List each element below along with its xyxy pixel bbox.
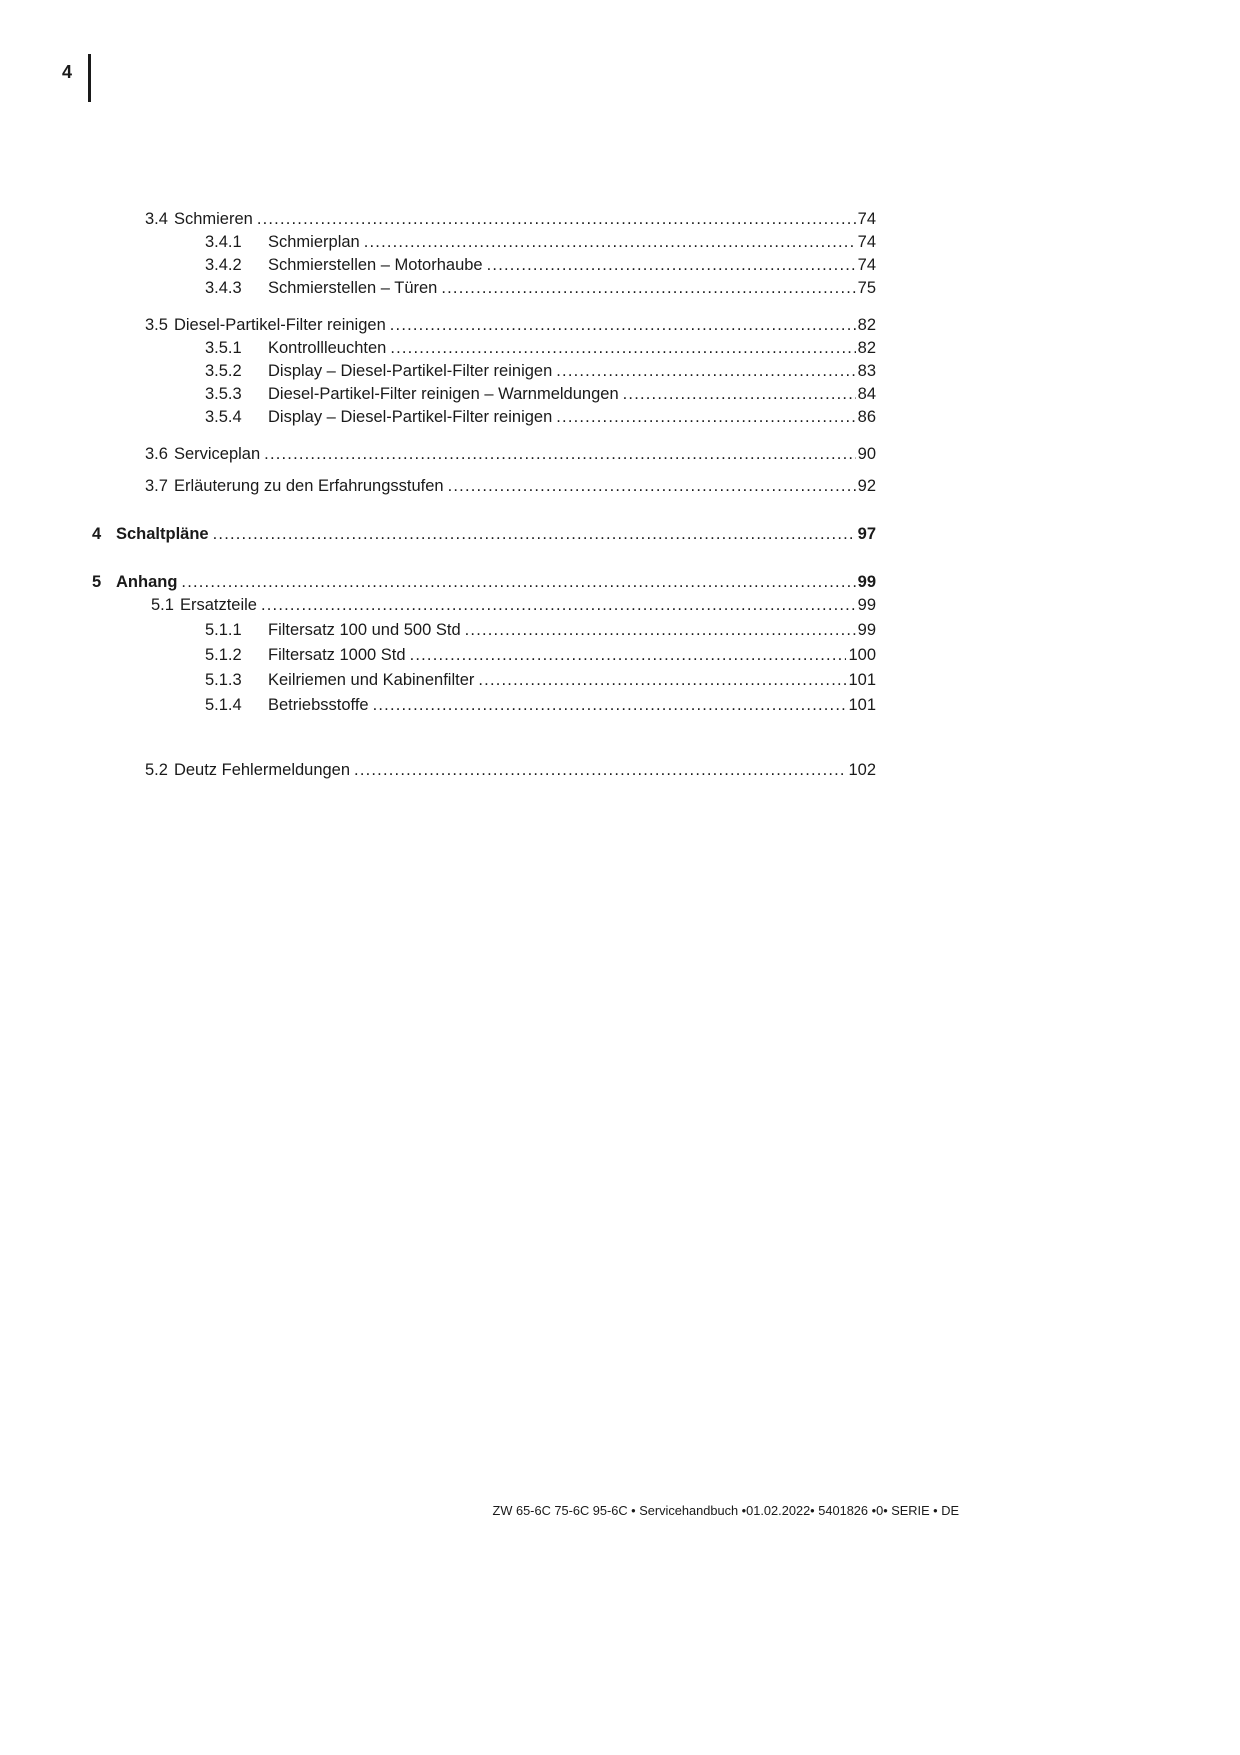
toc-entry-num: 5.1	[151, 596, 174, 614]
toc-row	[0, 644, 876, 667]
toc-row	[0, 406, 876, 429]
toc-entry-page: 101	[848, 671, 876, 689]
toc-entry-num: 3.7	[145, 477, 168, 495]
toc-entry-page: 99	[857, 621, 876, 639]
toc-entry-num: 3.5	[145, 316, 168, 334]
toc-entry-label: Schaltpläne	[116, 525, 209, 543]
toc-row	[0, 759, 876, 782]
toc-entry-num: 3.5.4	[205, 408, 242, 426]
toc-entry-label: Diesel-Partikel-Filter reinigen – Warnmeldungen	[268, 385, 619, 403]
toc-entry-num: 4	[92, 525, 102, 543]
toc-row	[0, 619, 876, 642]
toc-entry-label: Display – Diesel-Partikel-Filter reinigen	[268, 362, 553, 380]
toc-entry-page: 99	[857, 596, 876, 614]
toc-entry-num: 3.6	[145, 445, 168, 463]
toc-dot-leader	[448, 475, 856, 498]
page-header	[62, 58, 72, 83]
toc-row	[0, 231, 876, 254]
toc-entry-num: 3.4.1	[205, 233, 242, 251]
page-number: 4	[62, 62, 73, 82]
toc-entry-page: 74	[857, 210, 876, 228]
toc-entry-page: 82	[857, 316, 876, 334]
toc-entry-num: 5.1.4	[205, 696, 242, 714]
toc-row	[0, 383, 876, 406]
toc-entry-label: Betriebsstoffe	[268, 696, 369, 714]
toc-entry-num: 3.4.3	[205, 279, 242, 297]
toc-entry-label: Anhang	[116, 573, 178, 591]
toc-dot-leader	[181, 571, 855, 594]
toc-entry-label: Schmierstellen – Türen	[268, 279, 438, 297]
toc-entry-num: 3.5.3	[205, 385, 242, 403]
toc-entry-page: 83	[857, 362, 876, 380]
toc-entry-page: 84	[857, 385, 876, 403]
toc-row	[0, 360, 876, 383]
toc-entry-label: Filtersatz 1000 Std	[268, 646, 406, 664]
toc-dot-leader	[410, 644, 847, 667]
toc-dot-leader	[465, 619, 856, 642]
toc-dot-leader	[261, 594, 856, 617]
toc-row-chapter	[0, 523, 876, 546]
toc-entry-label: Schmieren	[173, 210, 253, 228]
toc-row	[0, 443, 876, 466]
toc-entry-label: Display – Diesel-Partikel-Filter reinigen	[268, 408, 553, 426]
toc-entry-label: Serviceplan	[173, 445, 261, 463]
toc-row	[0, 669, 876, 692]
toc-entry-page: 100	[848, 646, 876, 664]
toc-entry-label: Filtersatz 100 und 500 Std	[268, 621, 461, 639]
toc-entry-label: Kontrollleuchten	[268, 339, 387, 357]
toc-row	[0, 277, 876, 300]
toc-entry-label: Deutz Fehlermeldungen	[173, 761, 351, 779]
toc-entry-page: 102	[848, 761, 876, 779]
toc-dot-leader	[373, 694, 847, 717]
toc-entry-page: 74	[857, 233, 876, 251]
toc-entry-num: 5.1.2	[205, 646, 242, 664]
toc-dot-leader	[354, 759, 846, 782]
toc-dot-leader	[623, 383, 856, 406]
toc-entry-page: 97	[857, 525, 876, 543]
toc-entry-num: 3.4	[145, 210, 168, 228]
toc-row	[0, 208, 876, 231]
toc-entry-num: 5	[92, 573, 102, 591]
toc-row	[0, 475, 876, 498]
page-number-rule	[88, 54, 91, 102]
toc-entry-label: Diesel-Partikel-Filter reinigen	[173, 316, 386, 334]
toc-entry-num: 3.5.2	[205, 362, 242, 380]
toc-entry-label: Ersatzteile	[179, 596, 257, 614]
toc-entry-page: 90	[857, 445, 876, 463]
toc-entry-label: Keilriemen und Kabinenfilter	[268, 671, 475, 689]
toc-dot-leader	[213, 523, 856, 546]
toc-dot-leader	[264, 443, 855, 466]
toc-entry-page: 74	[857, 256, 876, 274]
toc-dot-leader	[364, 231, 856, 254]
toc-entry-num: 3.5.1	[205, 339, 242, 357]
toc-row	[0, 314, 876, 337]
toc-dot-leader	[487, 254, 856, 277]
toc-entry-label: Erläuterung zu den Erfahrungsstufen	[173, 477, 444, 495]
toc-entry-num: 5.1.1	[205, 621, 242, 639]
footer-text: ZW 65-6C 75-6C 95-6C • Servicehandbuch •01.02.2022• 5401826 •0• SERIE • DE	[492, 1503, 959, 1518]
toc-row	[0, 337, 876, 360]
toc-entry-label: Schmierplan	[268, 233, 360, 251]
toc-dot-leader	[441, 277, 855, 300]
toc-dot-leader	[390, 314, 856, 337]
toc-dot-leader	[478, 669, 846, 692]
toc-entry-page: 86	[857, 408, 876, 426]
toc-entry-label: Schmierstellen – Motorhaube	[268, 256, 483, 274]
toc-row	[0, 254, 876, 277]
toc-row	[0, 594, 876, 617]
toc-entry-page: 99	[857, 573, 876, 591]
toc-entry-num: 5.2	[145, 761, 168, 779]
toc-dot-leader	[556, 360, 855, 383]
toc-entry-page: 82	[857, 339, 876, 357]
table-of-contents	[0, 208, 876, 782]
toc-row	[0, 694, 876, 717]
toc-row-chapter	[0, 571, 876, 594]
toc-dot-leader	[390, 337, 855, 360]
toc-dot-leader	[257, 208, 856, 231]
toc-entry-page: 92	[857, 477, 876, 495]
toc-entry-num: 5.1.3	[205, 671, 242, 689]
toc-entry-page: 101	[848, 696, 876, 714]
toc-entry-page: 75	[857, 279, 876, 297]
toc-dot-leader	[556, 406, 855, 429]
toc-entry-num: 3.4.2	[205, 256, 242, 274]
